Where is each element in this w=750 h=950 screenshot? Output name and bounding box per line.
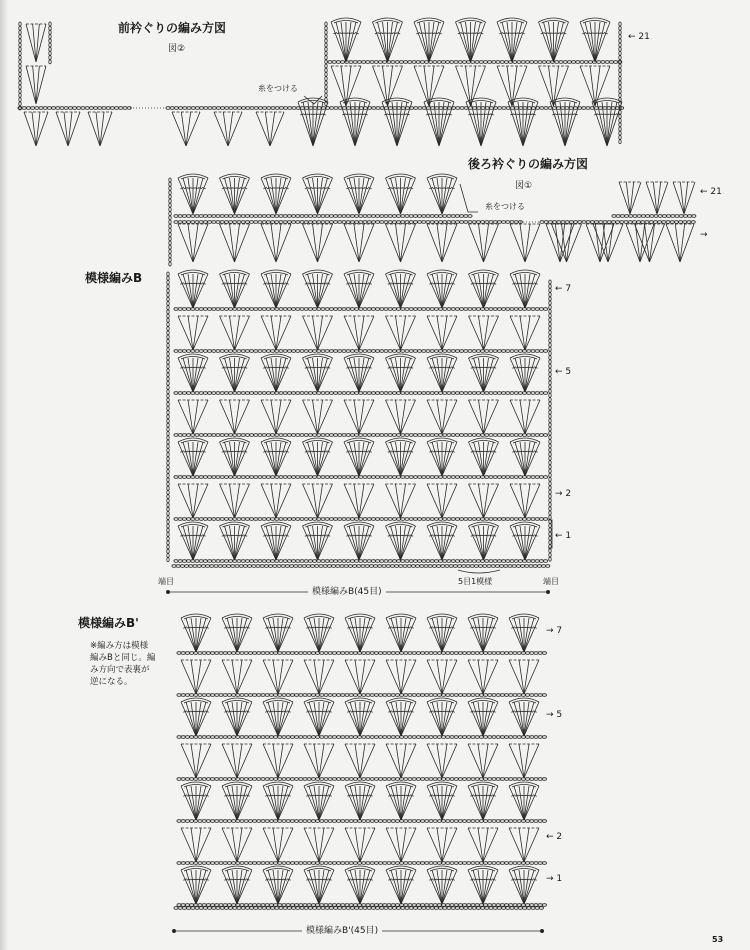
pattern-b-prime-width-label: 模様編みB'(45目) (302, 927, 382, 936)
shell-stitch (88, 112, 112, 146)
shell-stitch (303, 270, 333, 308)
pattern-b-prime-row-1-label: → 1 (546, 874, 563, 884)
width-line-start-dot (166, 590, 169, 593)
row-base-chain (177, 778, 547, 781)
shell-stitch (304, 828, 334, 862)
shell-stitch (345, 866, 375, 904)
shell-stitch (220, 522, 250, 560)
shell-stitch (303, 484, 333, 518)
shell-stitch (386, 174, 416, 214)
yarn-join-line (304, 96, 322, 104)
row-base-chain (177, 694, 547, 697)
shell-stitch (26, 24, 46, 62)
shell-stitch (222, 866, 252, 904)
pattern-b-row-7-label: ← 7 (555, 284, 572, 294)
shell-stitch (509, 782, 539, 820)
shell-stitch (510, 270, 540, 308)
row-base-chain (174, 560, 548, 563)
width-line-end-dot (540, 929, 543, 932)
row-base-chain (177, 820, 547, 823)
shell-stitch (304, 782, 334, 820)
shell-stitch (263, 698, 293, 736)
shell-stitch (263, 782, 293, 820)
shell-stitch (592, 98, 622, 146)
shell-stitch (331, 66, 361, 106)
shell-stitch (469, 400, 499, 434)
shell-stitch (331, 18, 361, 62)
shell-stitch (386, 354, 416, 392)
pattern-b-width-label: 模様編みB(45目) (308, 588, 386, 597)
shell-stitch (427, 522, 457, 560)
shell-stitch (181, 744, 211, 778)
shell-stitch (303, 174, 333, 214)
shell-stitch (468, 614, 498, 652)
shell-stitch (298, 98, 328, 146)
shell-stitch (303, 522, 333, 560)
width-line-start-dot (172, 929, 175, 932)
row-chain (174, 215, 472, 218)
shell-stitch (469, 438, 499, 476)
shell-stitch (303, 316, 333, 350)
shell-stitch (178, 400, 208, 434)
row-chain (166, 107, 624, 110)
pattern-b-row-5-label: ← 5 (555, 367, 572, 377)
shell-stitch (261, 354, 291, 392)
turning-chain (619, 22, 621, 144)
shell-stitch (222, 744, 252, 778)
shell-stitch (263, 744, 293, 778)
foundation-chain (174, 907, 544, 910)
row-base-chain (174, 392, 548, 395)
row-base-chain (174, 476, 548, 479)
shell-stitch (304, 614, 334, 652)
shell-stitch (261, 224, 291, 262)
shell-stitch (468, 744, 498, 778)
pattern-b-end-label: 端目 (543, 577, 559, 586)
shell-stitch (382, 98, 412, 146)
shell-stitch (345, 782, 375, 820)
shell-stitch (304, 744, 334, 778)
shell-stitch (263, 614, 293, 652)
shell-stitch (178, 438, 208, 476)
pattern-b-chart (166, 270, 552, 594)
shell-stitch (414, 18, 444, 62)
shell-stitch (386, 660, 416, 694)
row-base-chain (177, 904, 547, 907)
shell-stitch (509, 866, 539, 904)
shell-stitch (220, 316, 250, 350)
shell-stitch (510, 354, 540, 392)
shell-stitch (344, 316, 374, 350)
shell-stitch (427, 782, 457, 820)
pattern-b-prime-row-5-label: → 5 (546, 710, 563, 720)
shell-stitch (181, 660, 211, 694)
shell-stitch (261, 400, 291, 434)
front-neck-row-label: ← 21 (628, 32, 650, 42)
shell-stitch (181, 614, 211, 652)
shell-stitch (468, 828, 498, 862)
shell-stitch (550, 98, 580, 146)
shell-stitch (303, 438, 333, 476)
shell-stitch (222, 660, 252, 694)
shell-stitch (344, 354, 374, 392)
front-neck-chart (18, 18, 624, 146)
shell-stitch (386, 828, 416, 862)
shell-stitch (510, 522, 540, 560)
shell-stitch (172, 112, 200, 146)
shell-stitch (510, 484, 540, 518)
shell-stitch (510, 438, 540, 476)
shell-stitch (220, 484, 250, 518)
turning-chain (169, 178, 171, 266)
shell-stitch (263, 828, 293, 862)
shell-stitch (427, 484, 457, 518)
shell-stitch (345, 698, 375, 736)
shell-stitch (178, 174, 208, 214)
turning-chain (325, 22, 327, 106)
shell-stitch (646, 182, 668, 214)
shell-stitch (344, 400, 374, 434)
shell-stitch (220, 174, 250, 214)
shell-stitch (178, 316, 208, 350)
shell-stitch (373, 18, 403, 62)
shell-stitch (386, 438, 416, 476)
pattern-b-prime-chart (172, 614, 546, 933)
shell-stitch (261, 484, 291, 518)
shell-stitch (386, 484, 416, 518)
shell-stitch (386, 782, 416, 820)
shell-stitch (386, 522, 416, 560)
shell-stitch (427, 316, 457, 350)
shell-stitch (427, 400, 457, 434)
shell-stitch (345, 828, 375, 862)
repeat-bracket (458, 570, 500, 573)
pattern-b-title: 模様編みB (85, 271, 143, 285)
foundation-chain (172, 565, 550, 568)
shell-stitch (580, 66, 610, 106)
shell-stitch (468, 782, 498, 820)
shell-stitch (427, 698, 457, 736)
row-chain (174, 221, 523, 224)
shell-stitch (497, 18, 527, 62)
shell-stitch (539, 18, 569, 62)
pattern-b-prime-row-2-label: ← 2 (546, 832, 563, 842)
pattern-b-row-2-label: → 2 (555, 489, 572, 499)
shell-stitch (261, 270, 291, 308)
row-chain (18, 107, 131, 110)
yarn-join-line (460, 184, 478, 212)
shell-stitch (181, 782, 211, 820)
turning-chain (167, 272, 169, 562)
shell-stitch (386, 744, 416, 778)
pattern-b-prime-title: 模様編みB' (78, 616, 139, 630)
shell-stitch (386, 614, 416, 652)
shell-stitch (344, 484, 374, 518)
front-neck-figure-label: 図② (168, 44, 186, 54)
shell-stitch (510, 224, 540, 262)
shell-stitch (178, 354, 208, 392)
turning-chain (49, 22, 51, 64)
shell-stitch (427, 744, 457, 778)
shell-stitch (344, 174, 374, 214)
shell-stitch (673, 182, 695, 214)
shell-stitch (256, 112, 284, 146)
shell-stitch (303, 224, 333, 262)
shell-stitch (427, 224, 457, 262)
shell-stitch (220, 224, 250, 262)
shell-stitch (510, 400, 540, 434)
row-base-chain (174, 518, 548, 521)
shell-stitch (344, 270, 374, 308)
shell-stitch (303, 354, 333, 392)
pattern-b-prime-note: ※編み方は模様編みBと同じ。編み方向で表裏が逆になる。 (90, 641, 156, 687)
shell-stitch (261, 522, 291, 560)
pattern-b-row-1-label: ← 1 (555, 531, 572, 541)
shell-stitch (345, 614, 375, 652)
shell-stitch (510, 316, 540, 350)
shell-stitch (468, 866, 498, 904)
shell-stitch (626, 224, 654, 262)
shell-stitch (386, 698, 416, 736)
row-base-chain (177, 862, 547, 865)
row-base-chain (177, 652, 547, 655)
row-base-chain (177, 736, 547, 739)
shell-stitch (344, 224, 374, 262)
shell-stitch (56, 112, 80, 146)
page-number: 53 (712, 935, 724, 944)
shell-stitch (26, 66, 46, 104)
back-neck-figure-label: 図① (515, 181, 533, 191)
shell-stitch (427, 354, 457, 392)
front-neck-title: 前衿ぐりの編み方図 (118, 21, 227, 35)
shell-stitch (263, 660, 293, 694)
shell-stitch (468, 660, 498, 694)
shell-stitch (509, 660, 539, 694)
shell-stitch (386, 270, 416, 308)
shell-stitch (178, 484, 208, 518)
shell-stitch (469, 484, 499, 518)
shell-stitch (304, 866, 334, 904)
shell-stitch (178, 522, 208, 560)
shell-stitch (619, 182, 641, 214)
shell-stitch (427, 270, 457, 308)
shell-stitch (468, 698, 498, 736)
turning-chain (549, 280, 551, 561)
shell-stitch (344, 522, 374, 560)
shell-stitch (469, 354, 499, 392)
shell-stitch (427, 866, 457, 904)
shell-stitch (386, 400, 416, 434)
shell-stitch (303, 400, 333, 434)
shell-stitch (261, 174, 291, 214)
row-base-chain (174, 350, 548, 353)
shell-stitch (586, 224, 614, 262)
shell-stitch (220, 354, 250, 392)
shell-stitch (220, 438, 250, 476)
shell-stitch (222, 828, 252, 862)
row-chain (540, 221, 695, 224)
back-neck-chart (169, 174, 696, 266)
shell-stitch (24, 112, 48, 146)
shell-stitch (344, 438, 374, 476)
shell-stitch (181, 866, 211, 904)
shell-stitch (427, 438, 457, 476)
shell-stitch (222, 698, 252, 736)
shell-stitch (304, 660, 334, 694)
shell-stitch (261, 316, 291, 350)
shell-stitch (427, 174, 457, 214)
shell-stitch (304, 698, 334, 736)
row-chain (612, 215, 696, 218)
shell-stitch (546, 224, 574, 262)
shell-stitch (178, 224, 208, 262)
shell-stitch (469, 224, 499, 262)
shell-stitch (261, 438, 291, 476)
shell-stitch (509, 744, 539, 778)
front-neck-join-label: 糸をつける (258, 84, 298, 93)
shell-stitch (469, 522, 499, 560)
pattern-b-prime-row-7-label: → 7 (546, 626, 563, 636)
shell-stitch (386, 866, 416, 904)
shell-stitch (666, 224, 694, 262)
back-neck-title: 後ろ衿ぐりの編み方図 (468, 157, 589, 171)
shell-stitch (509, 614, 539, 652)
shell-stitch (263, 866, 293, 904)
turning-chain (19, 22, 21, 110)
shell-stitch (580, 18, 610, 62)
shell-stitch (427, 660, 457, 694)
back-neck-row-label: ← 21 (700, 187, 722, 197)
shell-stitch (509, 698, 539, 736)
shell-stitch (220, 270, 250, 308)
shell-stitch (222, 782, 252, 820)
shell-stitch (456, 18, 486, 62)
shell-stitch (220, 400, 250, 434)
width-line-end-dot (546, 590, 549, 593)
shell-stitch (386, 224, 416, 262)
shell-stitch (469, 270, 499, 308)
shell-stitch (509, 828, 539, 862)
shell-stitch (181, 698, 211, 736)
shell-stitch (178, 270, 208, 308)
back-neck-join-label: 糸をつける (485, 202, 525, 211)
row-chain (328, 61, 622, 64)
shell-stitch (214, 112, 242, 146)
shell-stitch (427, 614, 457, 652)
shell-stitch (340, 98, 370, 146)
pattern-b-start-label: 端目 (158, 577, 174, 586)
shell-stitch (427, 828, 457, 862)
shell-stitch (222, 614, 252, 652)
shell-stitch (386, 316, 416, 350)
back-neck-direction-arrow: → (700, 230, 708, 240)
shell-stitch (469, 316, 499, 350)
shell-stitch (345, 660, 375, 694)
row-base-chain (174, 308, 548, 311)
shell-stitch (181, 828, 211, 862)
row-base-chain (174, 434, 548, 437)
pattern-b-repeat-label: 5目1模様 (458, 577, 493, 586)
shell-stitch (345, 744, 375, 778)
